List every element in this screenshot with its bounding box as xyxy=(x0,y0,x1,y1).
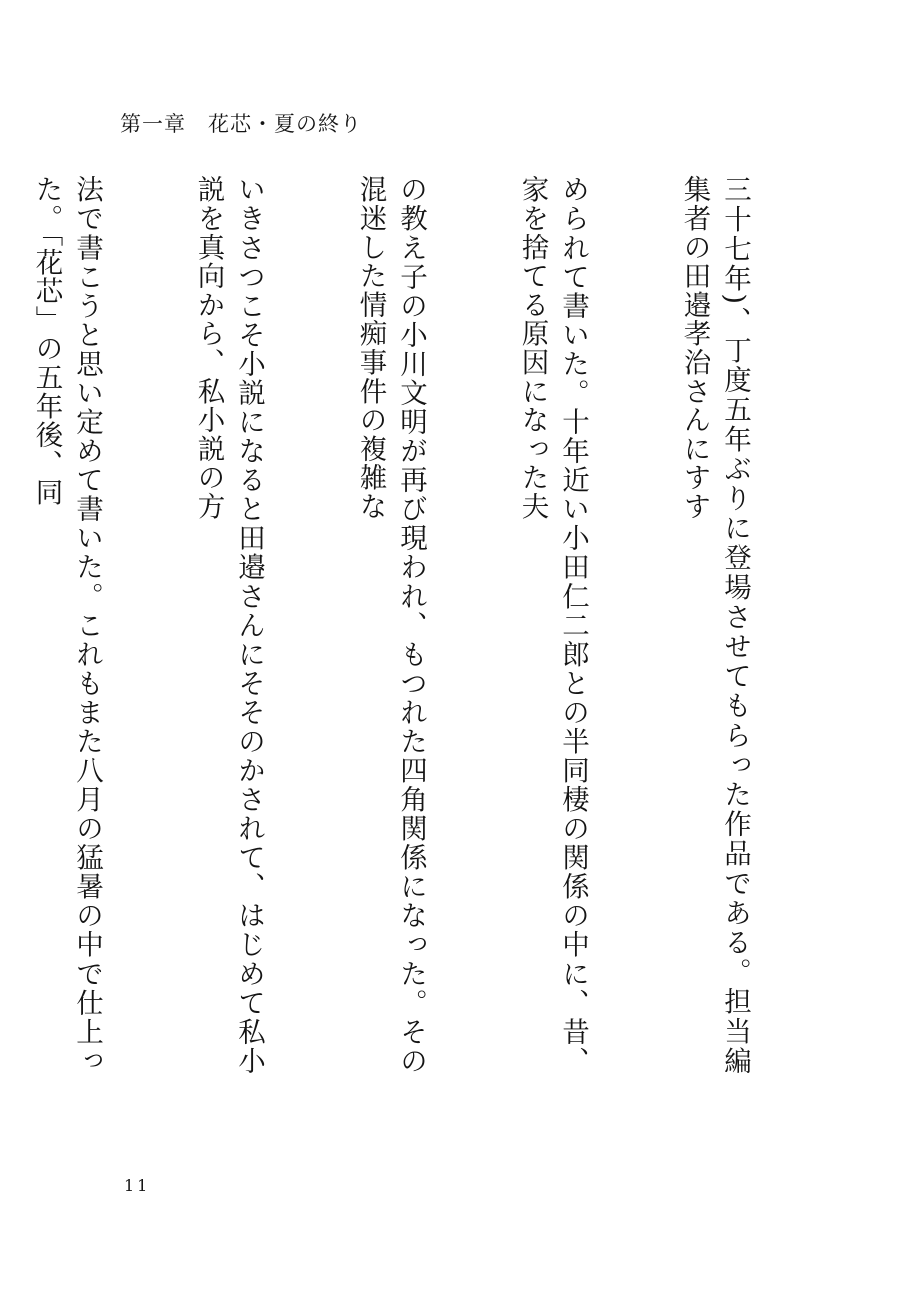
text-column: の教え子の小川文明が再び現われ、もつれた四角関係になった。その混迷した情痴事件の複雑な xyxy=(354,175,427,1075)
text-column: められて書いた。十年近い小田仁二郎との半同棲の関係の中に、昔、家を捨てる原因になった夫 xyxy=(516,175,589,1075)
body-text xyxy=(30,175,836,1075)
text-column: 三十七年)、丁度五年ぶりに登場させてもらった作品である。担当編集者の田邉孝治さんにすす xyxy=(678,175,751,1075)
text-column: いきさつこそ小説になると田邉さんにそそのかされて、はじめて私小説を真向から、私小説の方 xyxy=(192,175,265,1075)
running-header xyxy=(120,108,362,138)
chapter-title: 花芯・夏の終り xyxy=(208,112,362,136)
page-number: 11 xyxy=(124,1176,151,1195)
chapter-number: 第一章 xyxy=(120,112,186,136)
text-column: 法で書こうと思い定めて書いた。これもまた八月の猛暑の中で仕上った。「花芯」の五年後、同 xyxy=(30,175,103,1075)
